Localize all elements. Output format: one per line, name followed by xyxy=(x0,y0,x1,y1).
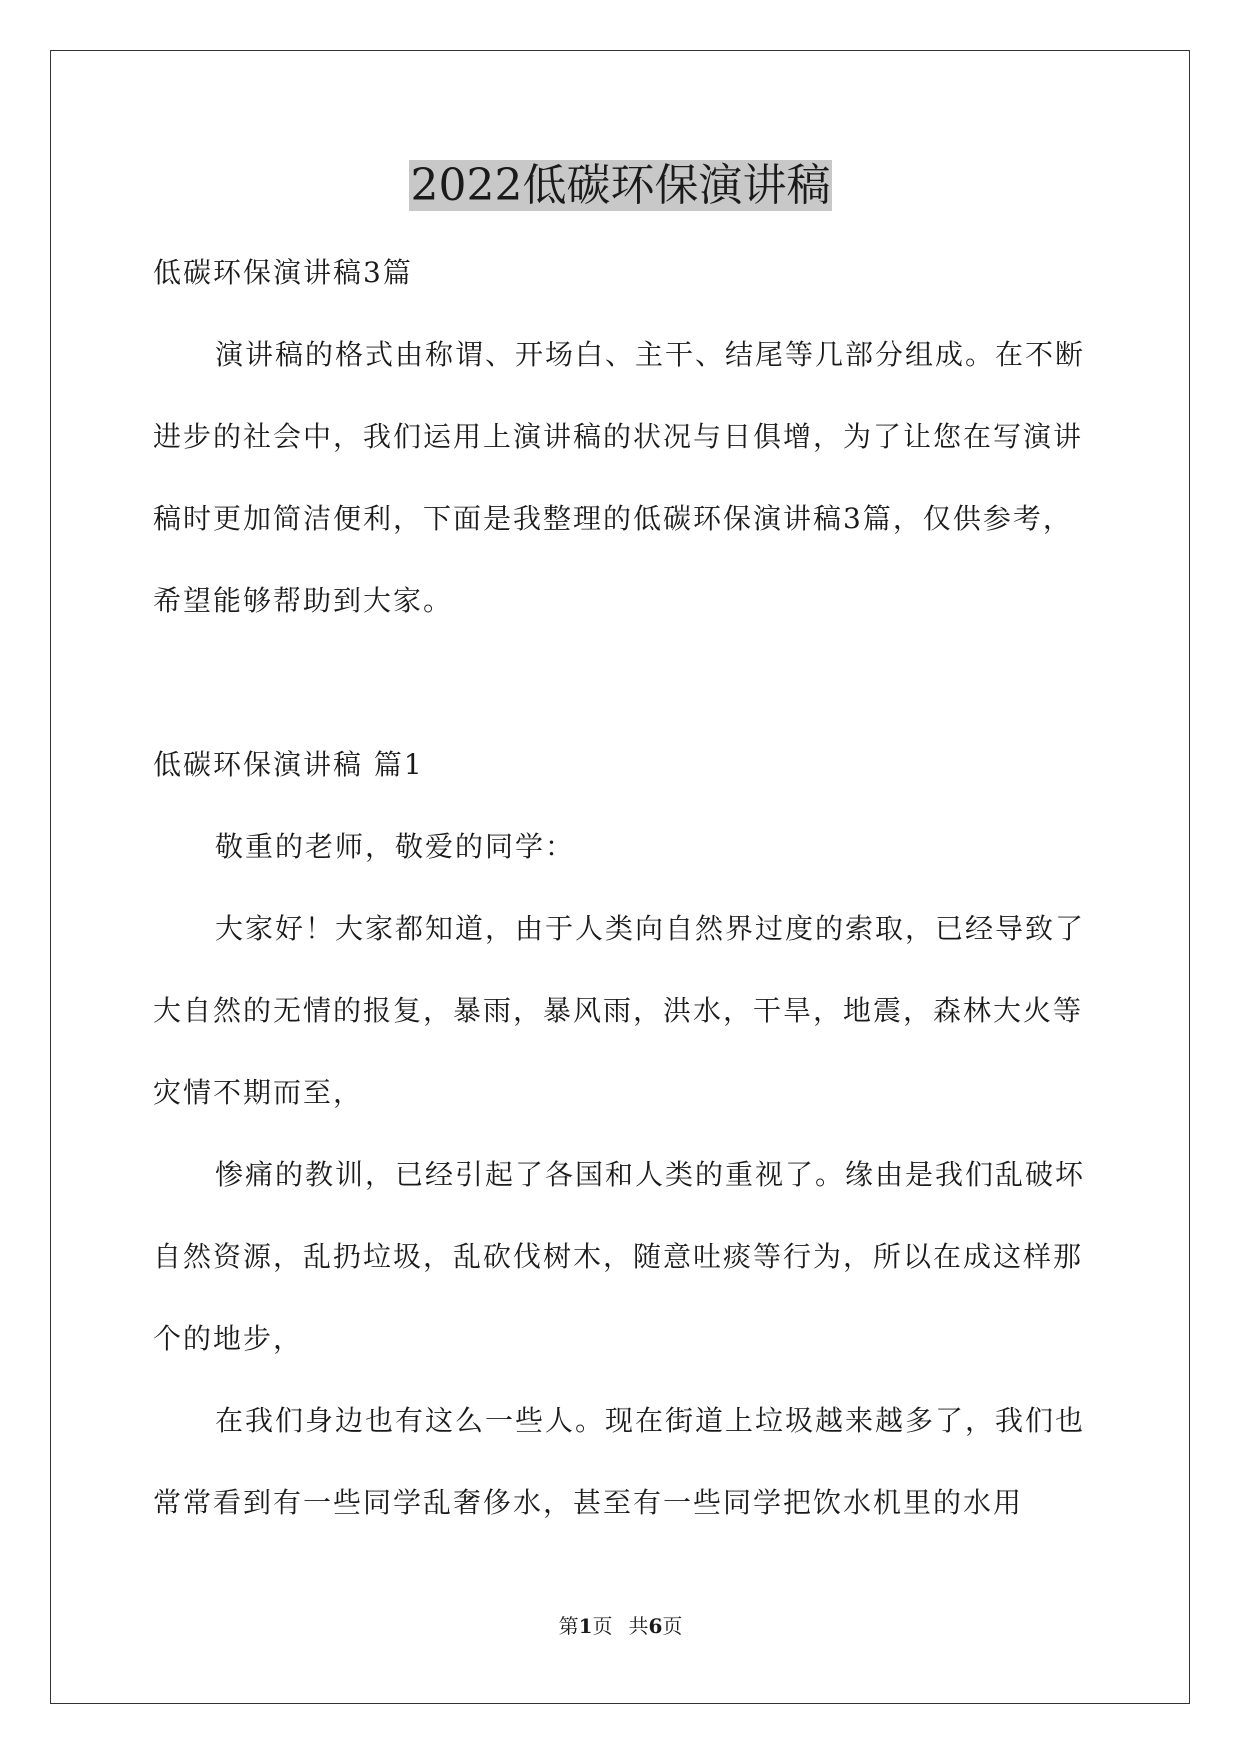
page-footer xyxy=(0,1612,1241,1640)
footer-total-suffix: 页 xyxy=(662,1614,683,1638)
footer-page-suffix: 页 xyxy=(592,1614,613,1638)
body-paragraph: 惨痛的教训，已经引起了各国和人类的重视了。缘由是我们乱破坏自然资源，乱扔垃圾，乱砍伐树木，随意吐痰等行为，所以在成这样那个的地步， xyxy=(153,1158,1086,1355)
section-heading: 低碳环保演讲稿 篇1 xyxy=(153,748,424,781)
body-paragraph: 敬重的老师，敬爱的同学： xyxy=(215,830,576,863)
body-paragraph: 大家好！大家都知道，由于人类向自然界过度的索取，已经导致了大自然的无情的报复，暴雨，暴风雨，洪水，干旱，地震，森林大火等灾情不期而至， xyxy=(153,912,1086,1109)
document-subtitle: 低碳环保演讲稿3篇 xyxy=(153,256,413,289)
body-paragraph: 在我们身边也有这么一些人。现在街道上垃圾越来越多了，我们也常常看到有一些同学乱奢侈水，甚至有一些同学把饮水机里的水用 xyxy=(153,1404,1086,1519)
footer-prefix: 第 xyxy=(558,1614,579,1638)
document-body xyxy=(153,232,1093,1544)
current-page-number: 1 xyxy=(578,1614,593,1638)
document-title xyxy=(0,158,1241,214)
intro-paragraph: 演讲稿的格式由称谓、开场白、主干、结尾等几部分组成。在不断进步的社会中，我们运用上演讲稿的状况与日俱增，为了让您在写演讲稿时更加简洁便利，下面是我整理的低碳环保演讲稿3篇，仅供参考，希望能够帮助到大家。 xyxy=(153,338,1086,617)
footer-total-prefix: 共 xyxy=(628,1614,649,1638)
total-page-count: 6 xyxy=(648,1614,663,1638)
document-title-text: 2022低碳环保演讲稿 xyxy=(410,160,831,211)
